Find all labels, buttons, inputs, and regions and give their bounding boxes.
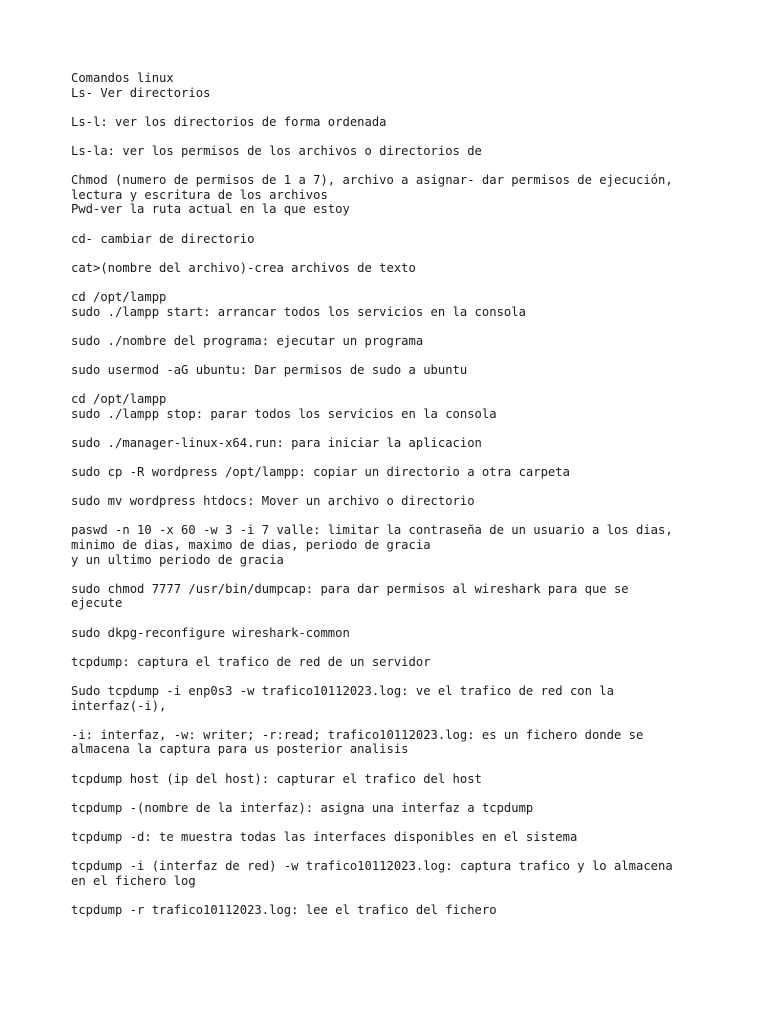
text-line: tcpdump -i (interfaz de red) -w trafico10112023.log: captura trafico y lo almacena (71, 859, 673, 874)
paragraph (71, 261, 731, 276)
paragraph (71, 772, 731, 787)
text-line: tcpdump: captura el trafico de red de un servidor (71, 654, 431, 669)
text-line: lectura y escritura de los archivos (71, 187, 328, 202)
text-line: cd /opt/lampp (71, 289, 167, 304)
text-line: almacena la captura para us posterior analisis (71, 742, 409, 757)
paragraph (71, 173, 731, 217)
text-line: Pwd-ver la ruta actual en la que estoy (71, 202, 350, 217)
text-line: sudo mv wordpress htdocs: Mover un archivo o directorio (71, 494, 475, 509)
paragraph (71, 392, 731, 421)
paragraph (71, 523, 731, 567)
paragraph (71, 830, 731, 845)
text-line: cd- cambiar de directorio (71, 231, 255, 246)
text-line: sudo ./lampp stop: parar todos los servicios en la consola (71, 406, 497, 421)
text-line: sudo ./lampp start: arrancar todos los servicios en la consola (71, 304, 526, 319)
text-line: Ls-l: ver los directorios de forma ordenada (71, 114, 387, 129)
text-line: tcpdump -r trafico10112023.log: lee el trafico del fichero (71, 902, 497, 917)
paragraph (71, 144, 731, 159)
paragraph (71, 290, 731, 319)
paragraph (71, 494, 731, 509)
text-line: tcpdump -d: te muestra todas las interfaces disponibles en el sistema (71, 829, 578, 844)
text-line: minimo de dias, maximo de dias, periodo de gracia (71, 538, 431, 552)
paragraph (71, 728, 731, 757)
paragraph (71, 232, 731, 247)
text-line: Chmod (numero de permisos de 1 a 7), archivo a asignar- dar permisos de ejecución, (71, 173, 673, 188)
text-line: cd /opt/lampp (71, 392, 167, 407)
text-line: -i: interfaz, -w: writer; -r:read; trafico10112023.log: es un fichero donde se (71, 727, 644, 742)
paragraph (71, 903, 731, 918)
text-line: cat>(nombre del archivo)-crea archivos de texto (71, 260, 416, 275)
text-line: sudo chmod 7777 /usr/bin/dumpcap: para dar permisos al wireshark para que se (71, 581, 629, 596)
paragraph (71, 684, 731, 713)
document-page (71, 71, 731, 932)
text-line: sudo ./nombre del programa: ejecutar un programa (71, 333, 424, 348)
text-line: sudo usermod -aG ubuntu: Dar permisos de sudo a ubuntu (71, 362, 468, 377)
text-line: tcpdump -(nombre de la interfaz): asigna una interfaz a tcpdump (71, 800, 534, 815)
paragraph (71, 115, 731, 130)
paragraph (71, 363, 731, 378)
text-line: en el fichero log (71, 873, 196, 888)
paragraph (71, 465, 731, 480)
text-line: sudo cp -R wordpress /opt/lampp: copiar un directorio a otra carpeta (71, 465, 570, 480)
text-line: y un ultimo periodo de gracia (71, 552, 284, 567)
paragraph (71, 582, 731, 611)
paragraph (71, 71, 731, 100)
text-line: Ls- Ver directorios (71, 85, 211, 100)
text-line: Comandos linux (71, 71, 174, 85)
text-line: sudo ./manager-linux-x64.run: para iniciar la aplicacion (71, 435, 482, 450)
paragraph (71, 334, 731, 349)
text-line: Ls-la: ver los permisos de los archivos o directorios de (71, 143, 482, 158)
paragraph (71, 626, 731, 641)
text-line: paswd -n 10 -x 60 -w 3 -i 7 valle: limitar la contraseña de un usuario a los dias, (71, 523, 673, 538)
text-line: Sudo tcpdump -i enp0s3 -w trafico10112023.log: ve el trafico de red con la (71, 683, 614, 698)
text-line: interfaz(-i), (71, 698, 167, 713)
text-line: sudo dkpg-reconfigure wireshark-common (71, 625, 350, 640)
paragraph (71, 801, 731, 816)
text-line: ejecute (71, 596, 123, 611)
paragraph (71, 859, 731, 888)
paragraph (71, 436, 731, 451)
text-line: tcpdump host (ip del host): capturar el trafico del host (71, 771, 482, 786)
paragraph (71, 655, 731, 670)
